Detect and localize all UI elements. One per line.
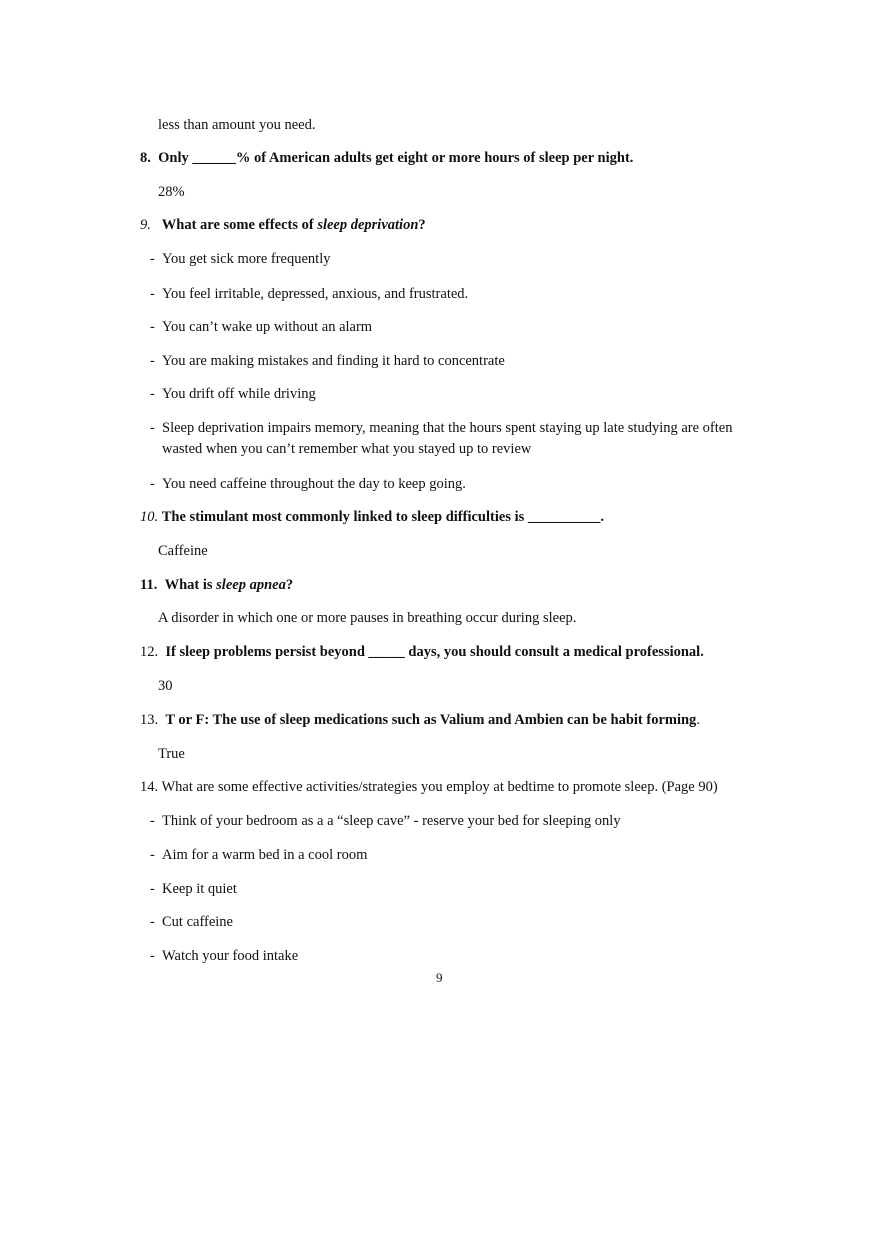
question-text: T or F: The use of sleep medications such as Valium and Ambien can be habit forming bbox=[165, 712, 697, 728]
question-number: 11. bbox=[140, 577, 158, 593]
question-number: 12. bbox=[140, 644, 159, 660]
list-item-continuation: wasted when you can’t remember what you stayed up to review bbox=[162, 441, 532, 457]
continuation-text: less than amount you need. bbox=[158, 117, 316, 133]
list-item: - You drift off while driving bbox=[150, 386, 316, 402]
question-emphasis: sleep deprivation bbox=[317, 217, 419, 233]
question-13: 13. T or F: The use of sleep medications such as Valium and Ambien can be habit forming. bbox=[140, 712, 700, 728]
list-item: - You need caffeine throughout the day to keep going. bbox=[150, 476, 466, 492]
answer-13: True bbox=[158, 746, 185, 762]
list-item: - Think of your bedroom as a a “sleep cave” - reserve your bed for sleeping only bbox=[150, 813, 621, 829]
list-item: - Keep it quiet bbox=[150, 881, 237, 897]
list-item: - Watch your food intake bbox=[150, 948, 299, 964]
question-number: 10. bbox=[140, 509, 159, 525]
question-12 bbox=[140, 643, 704, 661]
list-item: - You are making mistakes and finding it hard to concentrate bbox=[150, 353, 505, 369]
list-item: - You can’t wake up without an alarm bbox=[150, 319, 373, 335]
question-number: 8. bbox=[140, 150, 151, 166]
question-14: 14. What are some effective activities/strategies you employ at bedtime to promote sleep. (Page 90) bbox=[140, 779, 718, 795]
question-text: The stimulant most commonly linked to sleep difficulties is __________. bbox=[161, 509, 605, 525]
list-item: - You feel irritable, depressed, anxious, and frustrated. bbox=[150, 286, 469, 302]
question-text: What are some effects of bbox=[161, 217, 318, 233]
question-number: 13. bbox=[140, 712, 159, 728]
page-number: 9 bbox=[436, 970, 443, 985]
list-item: - Aim for a warm bed in a cool room bbox=[150, 847, 368, 863]
question-11 bbox=[140, 576, 293, 594]
question-8 bbox=[140, 149, 633, 167]
question-text: % of American adults get eight or more hours of sleep per night. bbox=[235, 150, 634, 166]
question-10 bbox=[140, 508, 604, 526]
answer-12: 30 bbox=[158, 678, 173, 694]
question-text: Only ______ bbox=[158, 150, 236, 166]
list-item: - Sleep deprivation impairs memory, meaning that the hours spent staying up late studying are often bbox=[150, 420, 733, 436]
question-9 bbox=[140, 216, 426, 234]
question-text: ? bbox=[285, 577, 294, 593]
answer-11: A disorder in which one or more pauses in breathing occur during sleep. bbox=[158, 610, 577, 626]
question-number: 9. bbox=[140, 217, 151, 233]
question-text: If sleep problems persist beyond _____ days, you should consult a medical professional. bbox=[165, 644, 704, 660]
question-emphasis: sleep apnea bbox=[216, 577, 286, 593]
question-text: What is bbox=[164, 577, 217, 593]
list-item: - You get sick more frequently bbox=[150, 251, 331, 267]
list-item: - Cut caffeine bbox=[150, 914, 233, 930]
question-text: ? bbox=[418, 217, 426, 233]
answer-8: 28% bbox=[158, 184, 185, 200]
answer-10: Caffeine bbox=[158, 543, 208, 559]
